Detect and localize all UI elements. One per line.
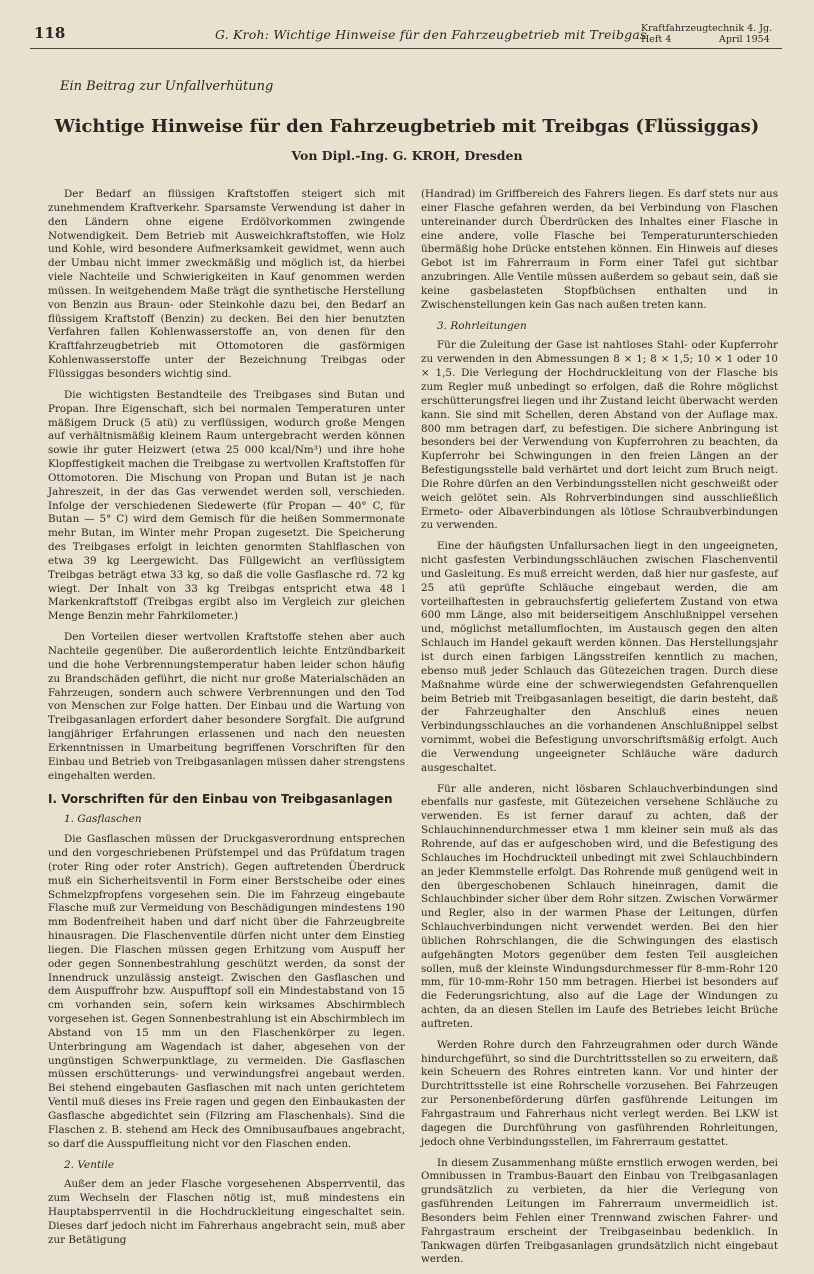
right-column bbox=[421, 188, 778, 1274]
subsection-heading: 3. Rohrleitungen bbox=[437, 319, 527, 332]
series-heading: Ein Beitrag zur Unfallverhütung bbox=[60, 79, 274, 94]
subsection-heading: 2. Ventile bbox=[64, 1158, 115, 1171]
journal-info bbox=[641, 23, 772, 45]
article-byline: Von Dipl.-Ing. G. KROH, Dresden bbox=[291, 148, 523, 163]
journal-date: April 1954 bbox=[719, 34, 770, 45]
running-header bbox=[0, 0, 814, 46]
subsection-heading: 1. Gasflaschen bbox=[64, 813, 142, 826]
paragraph: Außer dem an jeder Flasche vorgesehenen Absperrventil, das zum Wechseln der Flaschen nötig ist, muß mindestens ein Hauptabsperrventil in die Hochdruckleitung eingeschaltet sein. Dieses darf jedoch nicht im Fahrerhaus angebracht sein, muß aber zur Betätigung bbox=[48, 1178, 405, 1246]
running-title: G. Kroh: Wichtige Hinweise für den Fahrzeugbetrieb mit Treibgas bbox=[215, 27, 647, 42]
journal-issue: Heft 4 bbox=[641, 34, 672, 45]
journal-volume: Kraftfahrzeugtechnik 4. Jg. bbox=[641, 23, 773, 34]
paragraph: In diesem Zusammenhang müßte ernstlich erwogen werden, bei Omnibussen in Trambus-Bauart den Einbau von Treibgasanlagen grundsätzlich zu verbieten, da hier die Verlegung von gasführenden Leitungen im Fahrerraum unvermeidlich ist. Besonders beim Fehlen einer Trennwand zwischen Fahrer- und Fahrgastraum erscheint der Treibgaseinbau bedenklich. In Tankwagen dürfen Treibgasanlagen grundsätzlich nicht eingebaut werden. bbox=[421, 1156, 778, 1266]
paragraph: Eine der häufigsten Unfallursachen liegt in den ungeeigneten, nicht gasfesten Verbindungsschläuchen zwischen Flaschenventil und Gasleitung. Es muß erreicht werden, daß hier nur gasfeste, auf 25 atü geprüfte Schläuche eingebaut werden, die am vorteilhaftesten in gebrauchsfertig geliefertem Zustand von etwa 600 mm Länge, also mit beiderseitigem Anschlußnippel versehen und, möglichst metallumflochten, im Austausch gegen den alten Schlauch im Handel gekauft werden können. Das Herstellungsjahr ist durch einen farbigen Längsstreifen kenntlich zu machen, ebenso muß jeder Schlauch das Gütezeichen tragen. Durch diese Maßnahme würde eine der schwerwiegendsten Gefahrenquellen beim Betrieb mit Treibgasanlagen beseitigt, die darin besteht, daß der Fahrzeughalter den Anschluß eines neuen Verbindungsschlauches an die vorhandenen Anschlußnippel selbst vornimmt, wobei die Befestigung unvorschriftsmäßig erfolgt. Auch die Verwendung ungeeigneter Schläuche wäre dadurch ausgeschaltet. bbox=[421, 540, 778, 774]
paragraph: Werden Rohre durch den Fahrzeugrahmen oder durch Wände hindurchgeführt, so sind die Durchtrittsstellen so zu erweitern, daß kein Scheuern des Rohres eintreten kann. Vor und hinter der Durchtrittsstelle ist eine Rohrschelle vorzusehen. Bei Fahrzeugen zur Personenbeförderung dürfen gasführende Leitungen im Fahrgastraum und Fahrerhaus nicht verlegt werden. Bei LKW ist dagegen die Durchführung von gasführenden Rohrleitungen, jedoch ohne Verbindungsstellen, im Fahrerraum gestattet. bbox=[421, 1038, 778, 1148]
paragraph: Die Gasflaschen müssen der Druckgasverordnung entsprechen und den vorgeschriebenen Prüfstempel und das Prüfdatum tragen (roter Ring oder roter Anstrich). Gegen auftretenden Überdruck muß ein Sicherheitsventil in Form einer Berstscheibe oder eines Schmelzpfropfens vorgesehen sein. Die im Fahrzeug eingebaute Flasche muß zur Vermeidung von Beschädigungen mindestens 190 mm Bodenfreiheit haben und darf nicht über die Fahrzeugbreite hinausragen. Die Flaschenventile dürfen nicht unter dem Einstieg liegen. Die Flaschen müssen gegen Erhitzung vom Auspuff her oder gegen Sonnenbestrahlung geschützt werden, da sonst der Innendruck unzulässig ansteigt. Zwischen den Gasflaschen und dem Auspuffrohr bzw. Auspufftopf soll ein Mindestabstand von 15 cm vorhanden sein, sofern kein wirksames Abschirmblech vorgesehen ist. Gegen Sonnenbestrahlung ist ein Abschirmblech im Abstand von 15 mm un den Flaschenkörper zu legen. Unterbringung am Wagendach ist daher, abgesehen von der ungünstigen Schwerpunktlage, zu vermeiden. Die Gasflaschen müssen erschütterungs- und verwindungsfrei angebaut werden. Bei stehend eingebauten Gasflaschen mit nach unten gerichtetem Ventil muß dieses ins Freie ragen und gegen den Einbaukasten der Gasflasche abgedichtet sein (Filzring am Flaschenhals). Sind die Flaschen z. B. stehend am Heck des Omnibusaufbaues angebracht, so darf die Ausspuffleitung nicht vor den Flaschen enden. bbox=[48, 833, 405, 1150]
paragraph: (Handrad) im Griffbereich des Fahrers liegen. Es darf stets nur aus einer Flasche gefahren werden, da bei Verbindung von Flaschen untereinander durch Überdrücken des Inhaltes einer Flasche in eine andere, volle Flasche bei Temperaturunterschieden übermäßig hohe Drücke entstehen können. Ein Hinweis auf dieses Gebot ist im Fahrerraum in Form einer Tafel gut sichtbar anzubringen. Alle Ventile müssen außerdem so gebaut sein, daß sie keine gasbelasteten Stopfbüchsen enthalten und in Zwischenstellungen kein Gas nach außen treten kann. bbox=[421, 188, 778, 311]
paragraph: Die wichtigsten Bestandteile des Treibgases sind Butan und Propan. Ihre Eigenschaft, sich bei normalen Temperaturen unter mäßigem Druck (5 atü) zu verflüssigen, wodurch große Mengen auf verhältnismäßig kleinem Raum untergebracht werden können sowie ihr guter Heizwert (etwa 25 000 kcal/Nm³) und ihre hohe Klopffestigkeit machen die Treibgase zu wertvollen Kraftstoffen für Ottomotoren. Die Mischung von Propan und Butan ist je nach Jahreszeit, in der das Gas verwendet werden soll, verschieden. Infolge der verschiedenen Siedewerte (für Propan — 40° C, für Butan — 5° C) wird dem Gemisch für die heißen Sommermonate mehr Butan, im Winter mehr Propan zugesetzt. Die Speicherung des Treibgases erfolgt in leichten genormten Stahlflaschen von etwa 39 kg Leergewicht. Das Füllgewicht an verflüssigtem Treibgas beträgt etwa 33 kg, so daß die volle Gasflasche rd. 72 kg wiegt. Der Inhalt von 33 kg Treibgas entspricht etwa 48 l Markenkraftstoff (Treibgas ergibt also im Vergleich zur gleichen Menge Benzin mehr Fahrkilometer.) bbox=[48, 388, 405, 623]
article-title: Wichtige Hinweise für den Fahrzeugbetrieb mit Treibgas (Flüssiggas) bbox=[54, 116, 760, 137]
paragraph: Der Bedarf an flüssigen Kraftstoffen steigert sich mit zunehmendem Kraftverkehr. Sparsamste Verwendung ist daher in den Ländern ohne eigene Erdölvorkommen zwingende Notwendigkeit. Dem Betrieb mit Ausweichkraftstoffen, wie Holz und Kohle, wird besondere Aufmerksamkeit gewidmet, wenn auch der Umbau nicht immer zweckmäßig und möglich ist, da hierbei viele Nachteile und Schwierigkeiten in Kauf genommen werden müssen. In weitgehendem Maße trägt die synthetische Herstellung von Benzin aus Braun- oder Steinkohle dazu bei, den Bedarf an flüssigem Kraftstoff (Benzin) zu decken. Bei den hier benutzten Verfahren fallen Kohlenwasserstoffe an, von denen für den Kraftfahrzeugbetrieb mit Ottomotoren die gasförmigen Kohlenwasserstoffe unter der Bezeichnung Treibgas oder Flüssiggas besonders wichtig sind. bbox=[48, 188, 405, 380]
header-rule bbox=[30, 48, 782, 49]
paragraph: Den Vorteilen dieser wertvollen Kraftstoffe stehen aber auch Nachteile gegenüber. Die außerordentlich leichte Entzündbarkeit und die hohe Verbrennungstemperatur haben leider schon häufig zu Brandschäden geführt, die nicht nur große Materialschäden an Fahrzeugen, sondern auch schwere Verbrennungen und den Tod von Menschen zur Folge hatten. Der Einbau und die Wartung von Treibgasanlagen erfordert daher besondere Sorgfalt. Die aufgrund langjähriger Erfahrungen erlassenen und nach den neuesten Erkenntnissen in Umarbeitung begriffenen Vorschriften für den Einbau und Betrieb von Treibgasanlagen müssen daher strengstens eingehalten werden. bbox=[48, 631, 405, 782]
page-number: 118 bbox=[34, 24, 66, 42]
left-column bbox=[48, 188, 405, 1255]
paragraph: Für die Zuleitung der Gase ist nahtloses Stahl- oder Kupferrohr zu verwenden in den Abmessungen 8 × 1; 8 × 1,5; 10 × 1 oder 10 × 1,5. Die Verlegung der Hochdruckleitung von der Flasche bis zum Regler muß unbedingt so erfolgen, daß die Rohre möglichst erschütterungsfrei liegen und ihr Zustand leicht überwacht werden kann. Sie sind mit Schellen, deren Abstand von der Auflage max. 800 mm betragen darf, zu befestigen. Die sichere Anbringung ist besonders bei der Verwendung von Kupferrohren zu beachten, da Kupferrohr bei Schwingungen in den freien Längen an der Befestigungsstelle bald verhärtet und dort leicht zum Bruch neigt. Die Rohre dürfen an den Verbindungsstellen nicht geschweißt oder weich gelötet sein. Als Rohrverbindungen sind ausschließlich Ermeto- oder Albaverbindungen als lötlose Schraubverbindungen zu verwenden. bbox=[421, 339, 778, 532]
paragraph: Für alle anderen, nicht lösbaren Schlauchverbindungen sind ebenfalls nur gasfeste, mit Gütezeichen versehene Schläuche zu verwenden. Es ist ferner darauf zu achten, daß der Schlauchinnendurchmesser etwa 1 mm kleiner sein muß als das Rohrende, auf das er aufgeschoben wird, und die Befestigung des Schlauches im Hochdruckteil unbedingt mit zwei Schlauchbindern an jeder Klemmstelle erfolgt. Das Rohrende muß genügend weit in den übergeschobenen Schlauch hineinragen, damit die Schlauchbinder sicher über dem Rohr sitzen. Zwischen Vorwärmer und Regler, also in der warmen Phase der Leitungen, dürfen Schlauchverbindungen nicht verwendet werden. Bei den hier üblichen Rohrschlangen, die die Schwingungen des elastisch aufgehängten Motors gegenüber dem festen Teil ausgleichen sollen, muß der kleinste Windungsdurchmesser für 8-mm-Rohr 120 mm, für 10-mm-Rohr 150 mm betragen. Hierbei ist besonders auf die Federungsrichtung, also auf die Lage der Windungen zu achten, da an diesen Stellen im Laufe des Betriebes leicht Brüche auftreten. bbox=[421, 782, 778, 1030]
section-heading: I. Vorschriften für den Einbau von Treibgasanlagen bbox=[48, 792, 393, 807]
